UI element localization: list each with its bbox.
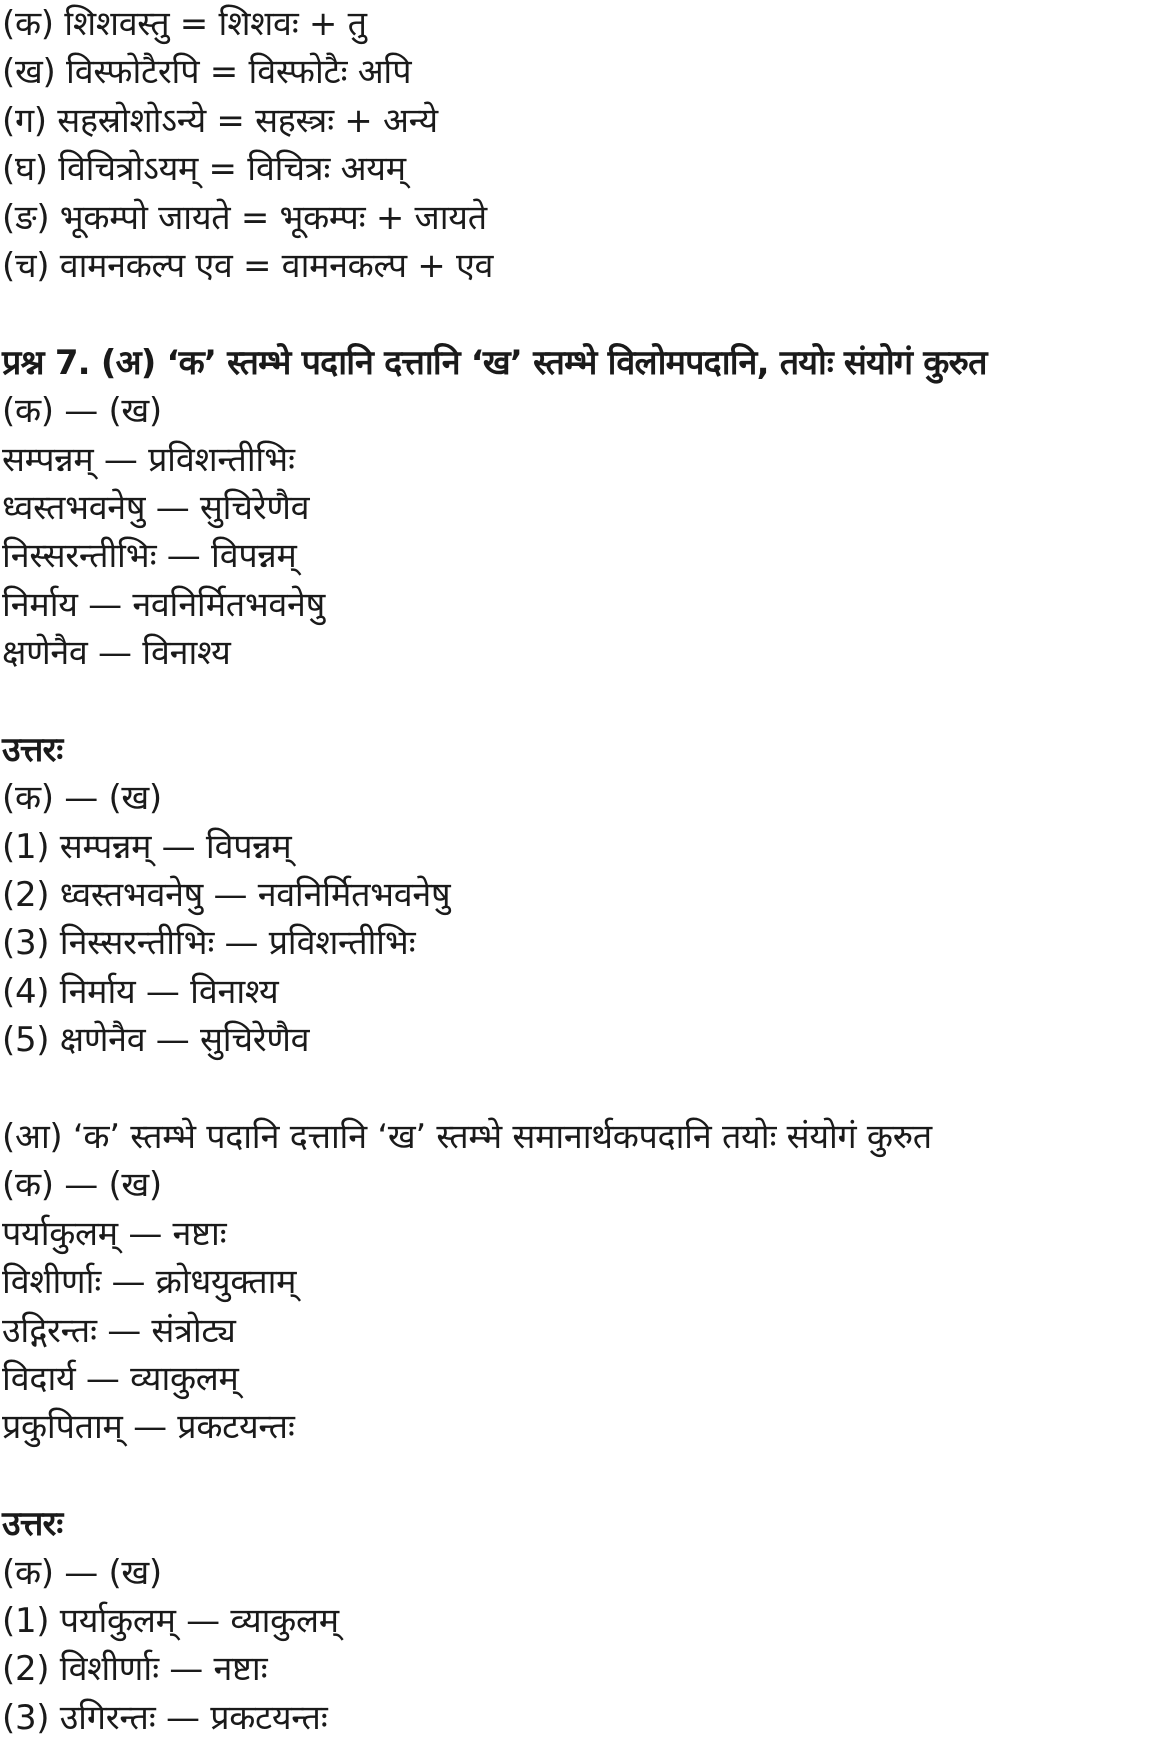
sandhi-line: (च) वामनकल्प एव = वामनकल्प + एव bbox=[2, 245, 494, 286]
sandhi-line: (ग) सहस्रोशोऽन्ये = सहस्त्रः + अन्ये bbox=[2, 100, 438, 141]
column-header-row: (क) — (ख) bbox=[2, 1165, 162, 1206]
list-item: (3) उगिरन्तः — प्रकटयन्तः bbox=[2, 1697, 328, 1738]
answer-7a bbox=[2, 726, 1162, 1065]
list-item: उद्गिरन्तः — संत्रोट्य bbox=[2, 1310, 236, 1351]
list-item: (1) सम्पन्नम् — विपन्नम् bbox=[2, 826, 292, 867]
list-item: पर्याकुलम् — नष्टाः bbox=[2, 1213, 227, 1254]
list-item: (3) निस्सरन्तीभिः — प्रविशन्तीभिः bbox=[2, 923, 416, 964]
answer-heading: उत्तरः bbox=[2, 1504, 63, 1545]
spacer bbox=[2, 1452, 1162, 1500]
spacer bbox=[2, 677, 1162, 725]
spacer bbox=[2, 290, 1162, 338]
spacer bbox=[2, 1065, 1162, 1113]
list-item: ध्वस्तभवनेषु — सुचिरेणैव bbox=[2, 487, 310, 528]
list-item: प्रकुपिताम् — प्रकटयन्तः bbox=[2, 1407, 295, 1448]
question-heading: प्रश्न 7. (अ) ‘क’ स्तम्भे पदानि दत्तानि ‘ख’ स्तम्भे विलोमपदानि, तयोः संयोगं कुरुत bbox=[2, 342, 987, 383]
list-item: निस्सरन्तीभिः — विपन्नम् bbox=[2, 536, 297, 577]
answer-heading: उत्तरः bbox=[2, 729, 63, 770]
sandhi-line: (ङ) भूकम्पो जायते = भूकम्पः + जायते bbox=[2, 197, 487, 238]
document-page bbox=[2, 0, 1162, 1742]
sandhi-line: (ख) विस्फोटैरपि = विस्फोटैः अपि bbox=[2, 52, 412, 93]
list-item: (2) विशीर्णाः — नष्टाः bbox=[2, 1649, 268, 1690]
column-header-row: (क) — (ख) bbox=[2, 391, 162, 432]
sandhi-line: (क) शिशवस्तु = शिशवः + तु bbox=[2, 4, 367, 44]
sandhi-list bbox=[2, 0, 1162, 290]
question-heading: (आ) ‘क’ स्तम्भे पदानि दत्तानि ‘ख’ स्तम्भे समानार्थकपदानि तयोः संयोगं कुरुत bbox=[2, 1116, 932, 1157]
list-item: निर्माय — नवनिर्मितभवनेषु bbox=[2, 584, 325, 625]
list-item: (4) निर्माय — विनाश्य bbox=[2, 971, 279, 1012]
question-7a bbox=[2, 339, 1162, 678]
answer-7b bbox=[2, 1500, 1162, 1742]
column-header-row: (क) — (ख) bbox=[2, 1552, 162, 1593]
list-item: विदार्य — व्याकुलम् bbox=[2, 1358, 239, 1399]
list-item: क्षणेनैव — विनाश्य bbox=[2, 633, 231, 674]
list-item: (2) ध्वस्तभवनेषु — नवनिर्मितभवनेषु bbox=[2, 875, 451, 916]
list-item: (1) पर्याकुलम् — व्याकुलम् bbox=[2, 1600, 339, 1641]
list-item: सम्पन्नम् — प्रविशन्तीभिः bbox=[2, 439, 295, 480]
column-header-row: (क) — (ख) bbox=[2, 778, 162, 819]
question-7b bbox=[2, 1113, 1162, 1452]
list-item: (5) क्षणेनैव — सुचिरेणैव bbox=[2, 1020, 310, 1061]
sandhi-line: (घ) विचित्रोऽयम् = विचित्रः अयम् bbox=[2, 149, 406, 190]
list-item: विशीर्णाः — क्रोधयुक्ताम् bbox=[2, 1262, 297, 1303]
